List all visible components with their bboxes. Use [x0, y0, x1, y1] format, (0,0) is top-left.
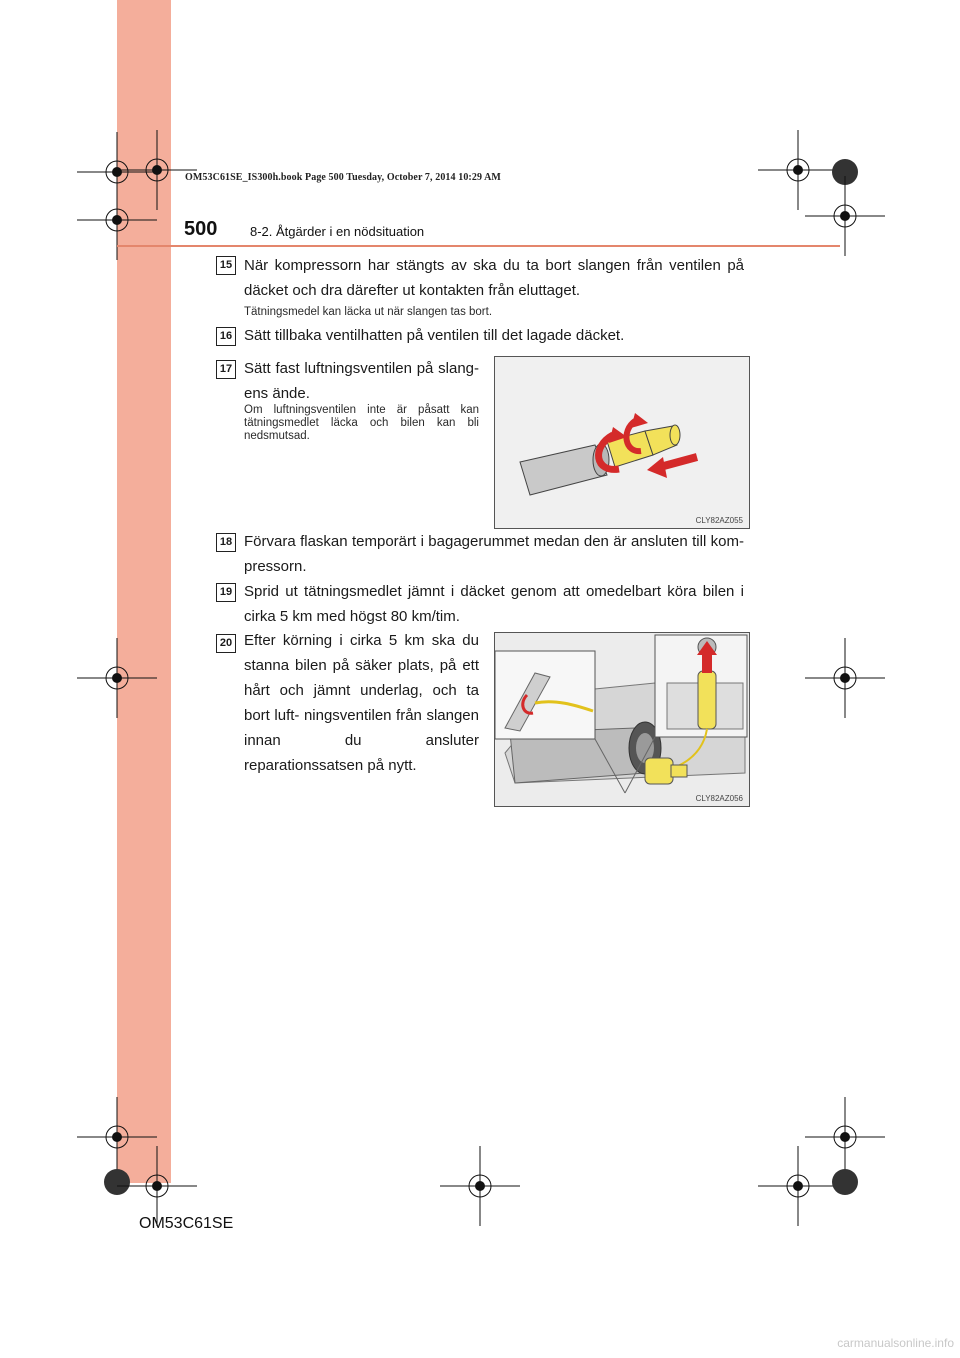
registration-mark-icon	[805, 176, 885, 256]
figure-code: CLY82AZ056	[695, 794, 743, 803]
step-text: Sätt fast luftningsventilen på slang- ens ände.	[244, 360, 479, 402]
step-number: 19	[216, 583, 236, 602]
step-text: Sätt tillbaka ventilhatten på ventilen till det lagade däcket.	[244, 327, 625, 344]
car-repair-kit-illustration	[495, 633, 749, 806]
step-note: Om luftningsventilen inte är påsatt kan tätningsmedlet läcka och bilen kan bli nedsmutsad.	[244, 404, 479, 442]
watermark: carmanualsonline.info	[837, 1336, 954, 1350]
step-number: 20	[216, 634, 236, 653]
hose-valve-illustration	[495, 357, 749, 528]
print-info: OM53C61SE_IS300h.book Page 500 Tuesday, October 7, 2014 10:29 AM	[185, 172, 501, 183]
section-title: 8-2. Åtgärder i en nödsituation	[250, 224, 425, 239]
step-number: 18	[216, 533, 236, 552]
document-code: OM53C61SE	[139, 1215, 234, 1232]
step-number: 16	[216, 327, 236, 346]
registration-mark-icon	[117, 130, 197, 210]
registration-mark-icon	[77, 638, 157, 718]
step-text: Efter körning i cirka 5 km ska du stanna bilen på säker plats, på ett hårt och jämnt underlag, och ta bort luft- ningsventilen från slangen innan du ansluter reparationssatsen på nytt.	[244, 632, 479, 774]
page-number: 500	[184, 218, 218, 240]
registration-mark-icon	[117, 1146, 197, 1226]
step-text: Sprid ut tätningsmedlet jämnt i däcket genom att omedelbart köra bilen i cirka 5 km med högst 80 km/tim.	[244, 583, 744, 625]
figure-code: CLY82AZ055	[695, 516, 743, 525]
step-text: När kompressorn har stängts av ska du ta bort slangen från ventilen på däcket och dra därefter ut kontakten från eluttaget.	[244, 257, 744, 299]
step-note: Tätningsmedel kan läcka ut när slangen tas bort.	[244, 306, 493, 318]
step-text: Förvara flaskan temporärt i bagagerummet medan den är ansluten till kom- pressorn.	[244, 533, 744, 575]
step-number: 17	[216, 360, 236, 379]
car-repair-kit-figure	[494, 632, 750, 807]
registration-mark-icon	[805, 638, 885, 718]
header-rule	[117, 245, 840, 247]
registration-mark-icon	[440, 1146, 520, 1226]
registration-mark-icon	[805, 1142, 885, 1222]
hose-valve-figure	[494, 356, 750, 529]
step-number: 15	[216, 256, 236, 275]
